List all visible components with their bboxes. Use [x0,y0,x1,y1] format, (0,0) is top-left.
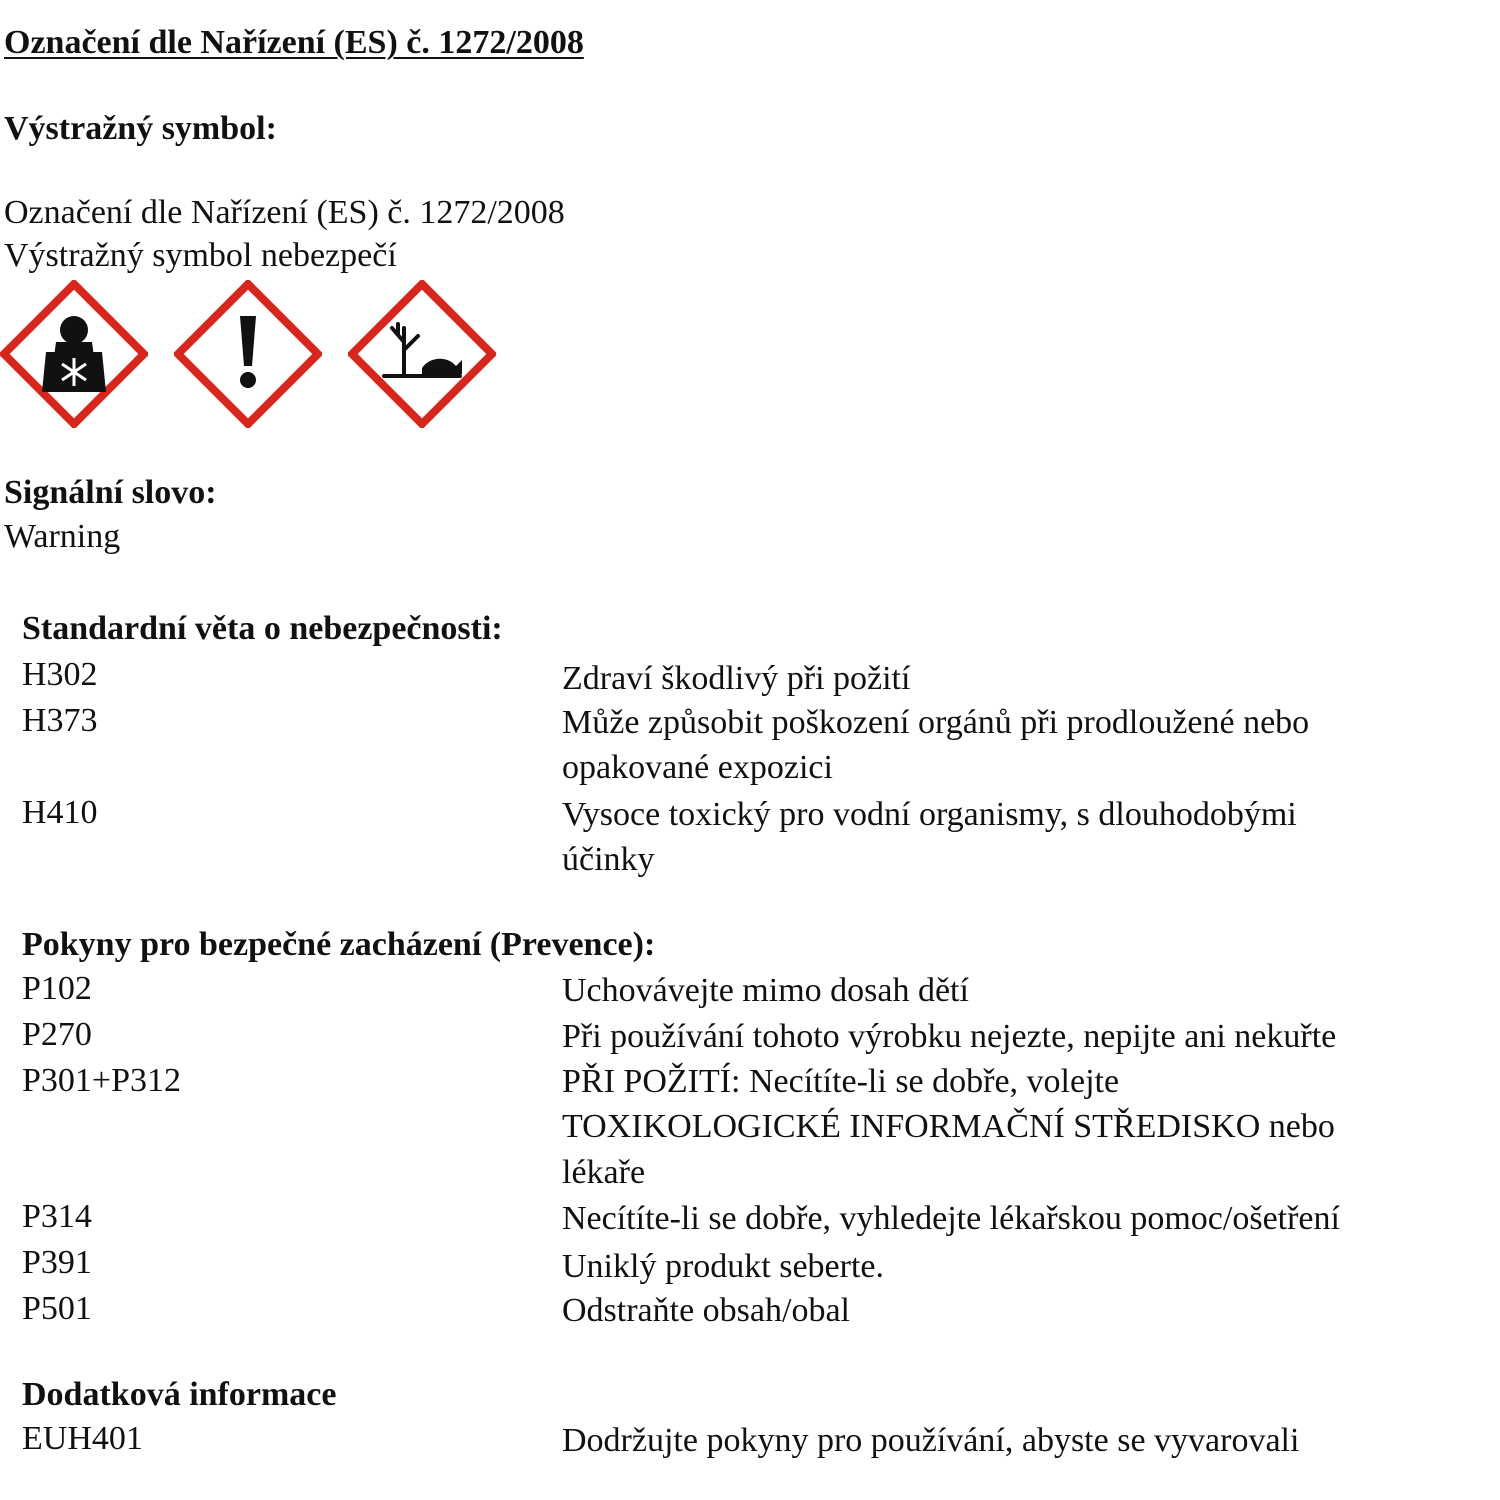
label-symbol-line: Výstražný symbol nebezpečí [4,237,397,274]
environment-hazard-icon [348,280,496,428]
signal-word-value: Warning [4,518,121,555]
section-title: Označení dle Nařízení (ES) č. 1272/2008 [4,24,584,61]
symbol-heading: Výstražný symbol: [4,110,277,147]
additional-code: EUH401 [22,1420,143,1457]
precaution-text: Uniklý produkt seberte. [562,1248,884,1285]
hazard-statements-heading: Standardní věta o nebezpečnosti: [22,610,503,647]
hazard-text: účinky [562,841,655,878]
prevention-heading: Pokyny pro bezpečné zacházení (Prevence): [22,926,656,963]
precaution-text: TOXIKOLOGICKÉ INFORMAČNÍ STŘEDISKO nebo [562,1108,1335,1145]
health-hazard-icon [0,280,148,428]
additional-text: Dodržujte pokyny pro používání, abyste se vyvarovali [562,1422,1300,1459]
precaution-code: P391 [22,1244,92,1281]
hazard-code: H302 [22,656,98,693]
precaution-code: P314 [22,1198,92,1235]
hazard-text: Vysoce toxický pro vodní organismy, s dlouhodobými [562,796,1297,833]
precaution-code: P301+P312 [22,1062,181,1099]
precaution-text: lékaře [562,1154,646,1191]
precaution-text: Necítíte-li se dobře, vyhledejte lékařskou pomoc/ošetření [562,1200,1340,1237]
precaution-code: P270 [22,1016,92,1053]
precaution-text: Uchovávejte mimo dosah dětí [562,972,969,1009]
signal-word-heading: Signální slovo: [4,474,217,511]
hazard-code: H410 [22,794,98,831]
label-regulation-line: Označení dle Nařízení (ES) č. 1272/2008 [4,194,565,231]
precaution-text: Odstraňte obsah/obal [562,1292,850,1329]
hazard-text: Zdraví škodlivý při požití [562,660,911,697]
precaution-code: P102 [22,970,92,1007]
exclamation-mark-icon [174,280,322,428]
precaution-text: Při používání tohoto výrobku nejezte, nepijte ani nekuřte [562,1018,1337,1055]
hazard-text: Může způsobit poškození orgánů při prodloužené nebo [562,704,1310,741]
hazard-text: opakované expozici [562,749,833,786]
precaution-code: P501 [22,1290,92,1327]
additional-info-heading: Dodatková informace [22,1376,337,1413]
hazard-pictograms [0,280,500,428]
hazard-code: H373 [22,702,98,739]
precaution-text: PŘI POŽITÍ: Necítíte-li se dobře, volejte [562,1063,1120,1100]
